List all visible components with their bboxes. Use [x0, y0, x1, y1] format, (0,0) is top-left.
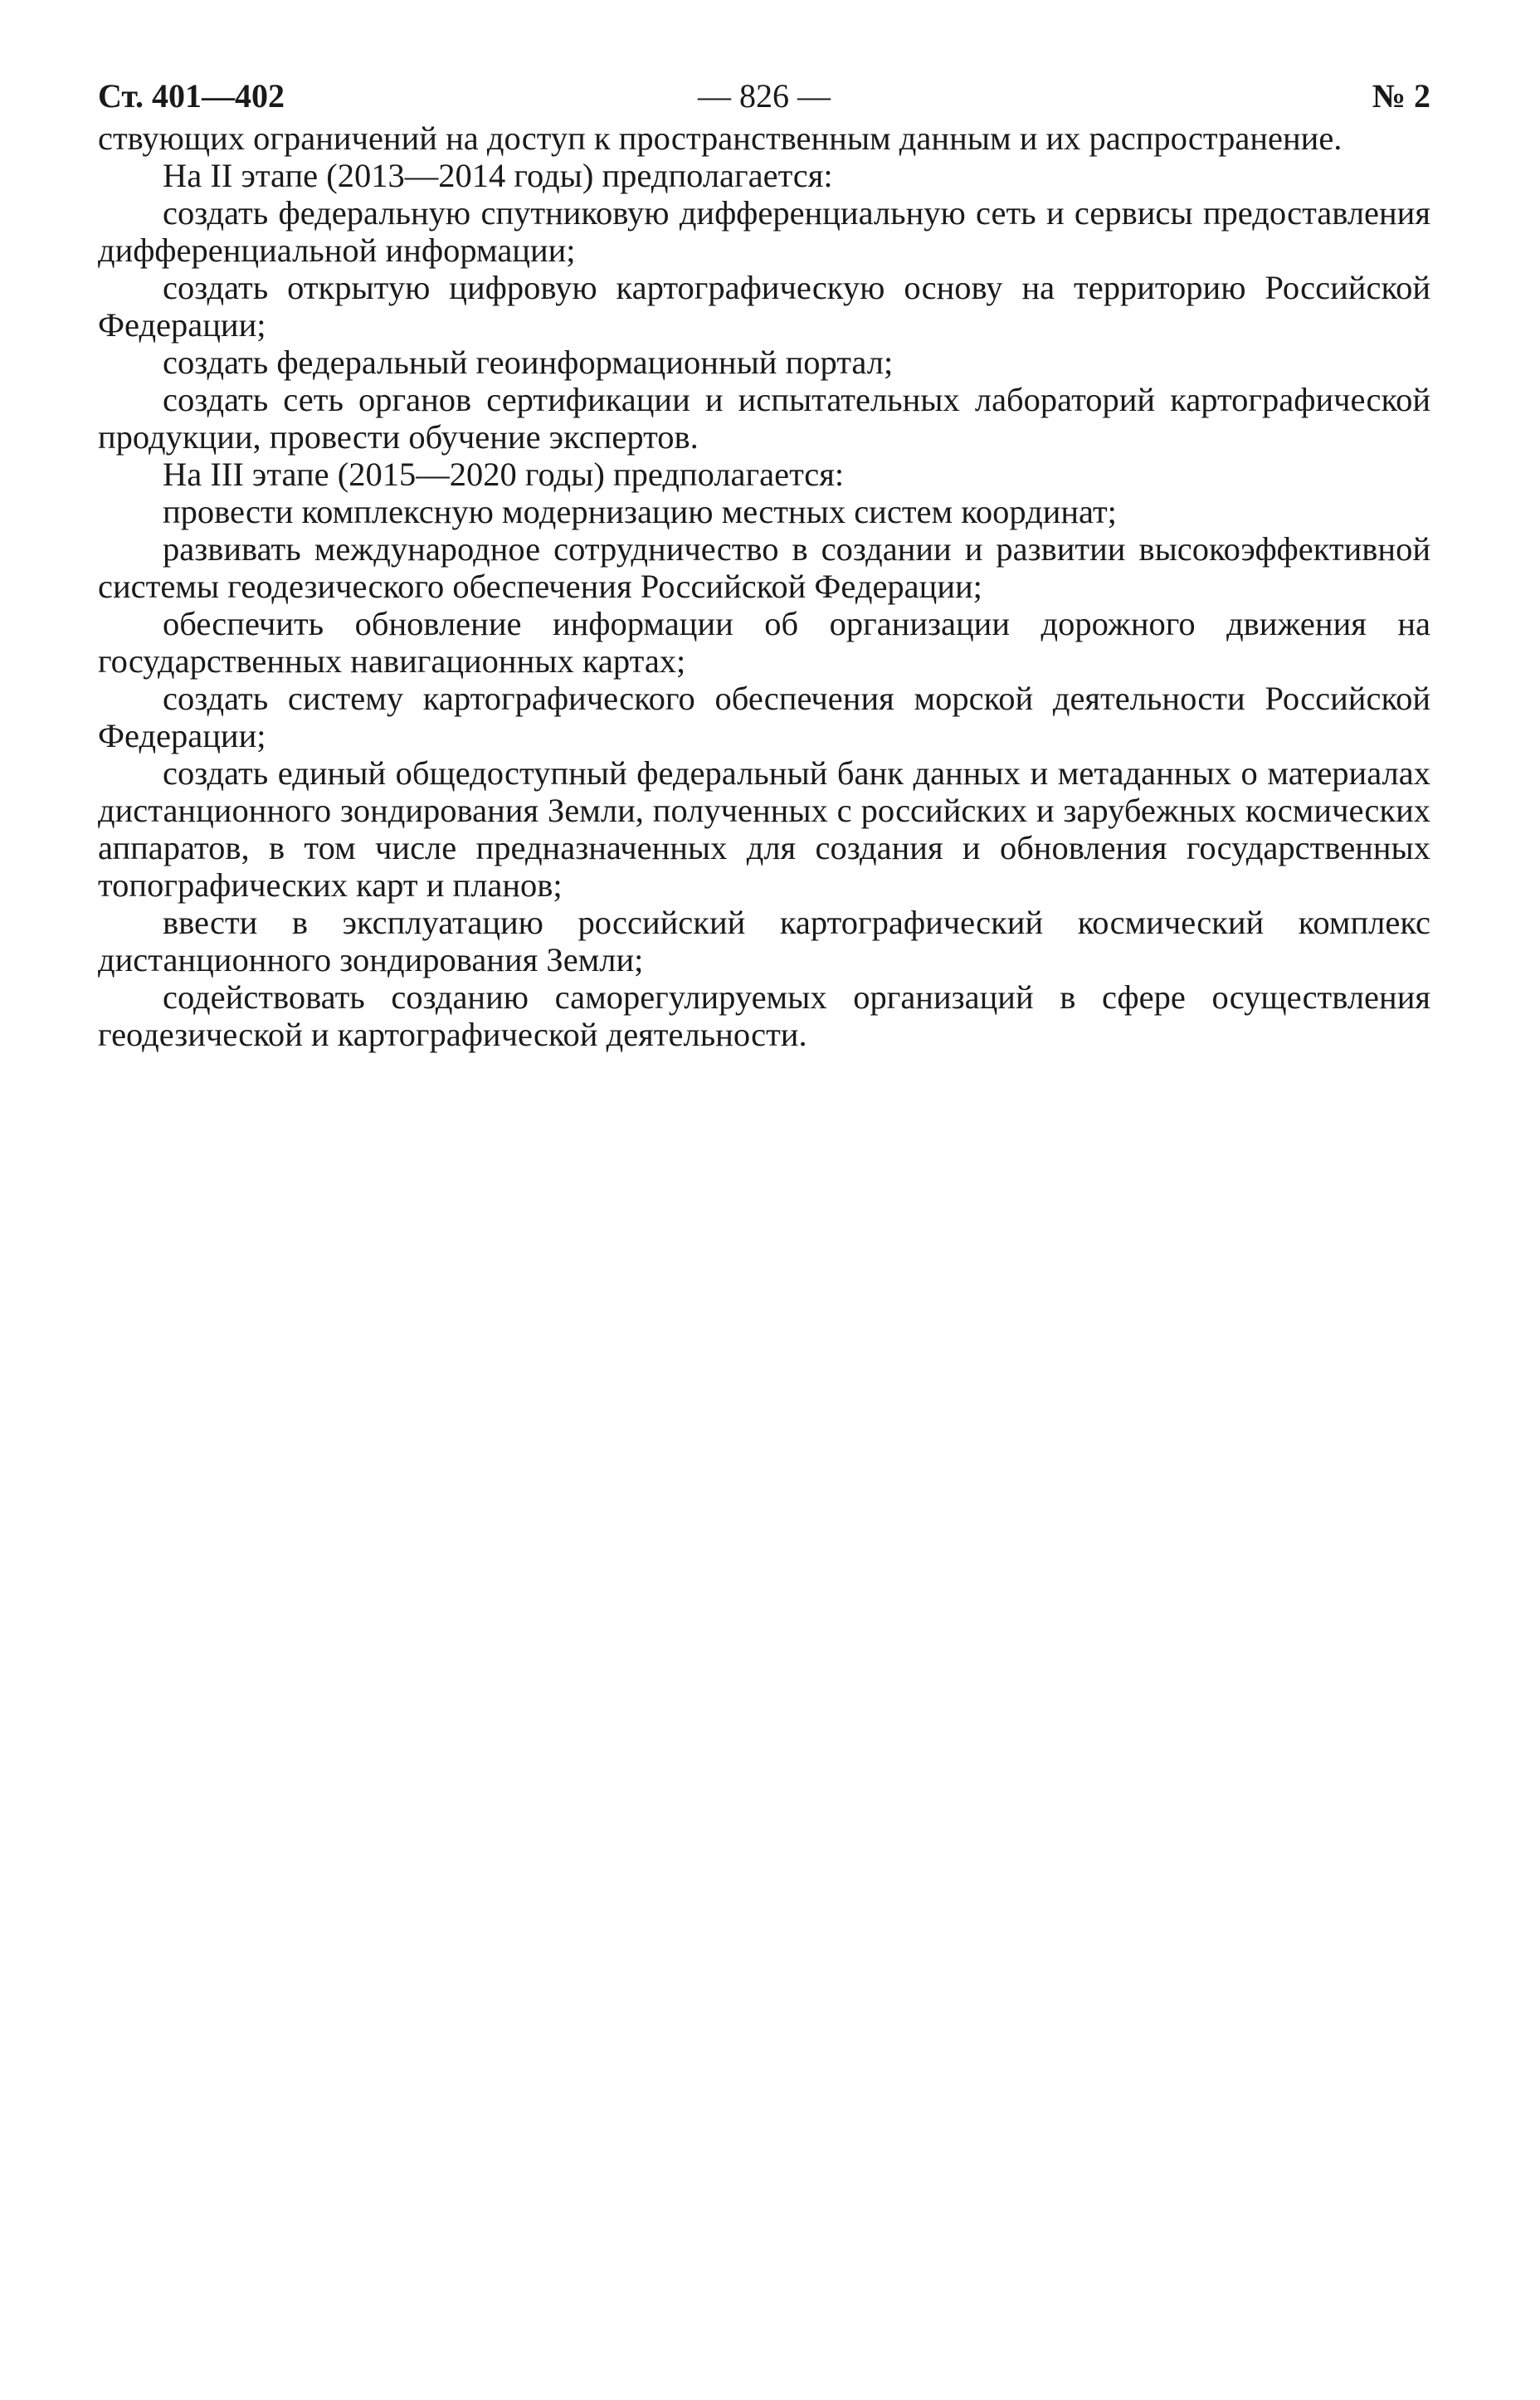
page-header — [98, 73, 1430, 120]
paragraph: содействовать созданию саморегулируемых организаций в сфере осуществления геодезической и картографической деятельности. — [98, 978, 1430, 1053]
article-range: Ст. 401—402 — [98, 77, 285, 115]
paragraph: создать сеть органов сертификации и испытательных лабораторий картографической продукции, провести обучение экспертов. — [98, 381, 1430, 456]
paragraph-continuation: ствующих ограничений на доступ к пространственным данным и их распространение. — [98, 120, 1343, 157]
paragraph: ввести в эксплуатацию российский картографический космический комплекс дистанционного зондирования Земли; — [98, 904, 1430, 978]
paragraph-stage-2-intro: На II этапе (2013—2014 годы) предполагается: — [163, 157, 833, 194]
page-number: — 826 — — [698, 77, 831, 115]
paragraph: развивать международное сотрудничество в создании и развитии высокоэффективной системы геодезического обеспечения Российской Федерации; — [98, 530, 1430, 605]
issue-number: № 2 — [1372, 77, 1430, 115]
paragraph: создать систему картографического обеспечения морской деятельности Российской Федерации; — [98, 680, 1430, 754]
paragraph: обеспечить обновление информации об организации дорожного движения на государственных навигационных картах; — [98, 605, 1430, 680]
paragraph: создать федеральный геоинформационный портал; — [163, 344, 894, 381]
paragraph-stage-3-intro: На III этапе (2015—2020 годы) предполагается: — [163, 456, 845, 493]
document-body — [98, 120, 1430, 1053]
paragraph: создать федеральную спутниковую дифференциальную сеть и сервисы предоставления дифференциальной информации; — [98, 194, 1430, 269]
document-page — [98, 73, 1430, 1053]
paragraph: создать открытую цифровую картографическую основу на территорию Российской Федерации; — [98, 269, 1430, 344]
paragraph: создать единый общедоступный федеральный банк данных и метаданных о материалах дистанционного зондирования Земли, полученных с российских и зарубежных космических аппаратов, в том числе предназначенных для создания и обновления государственных топографических карт и планов; — [98, 754, 1430, 904]
paragraph: провести комплексную модернизацию местных систем координат; — [163, 493, 1117, 530]
